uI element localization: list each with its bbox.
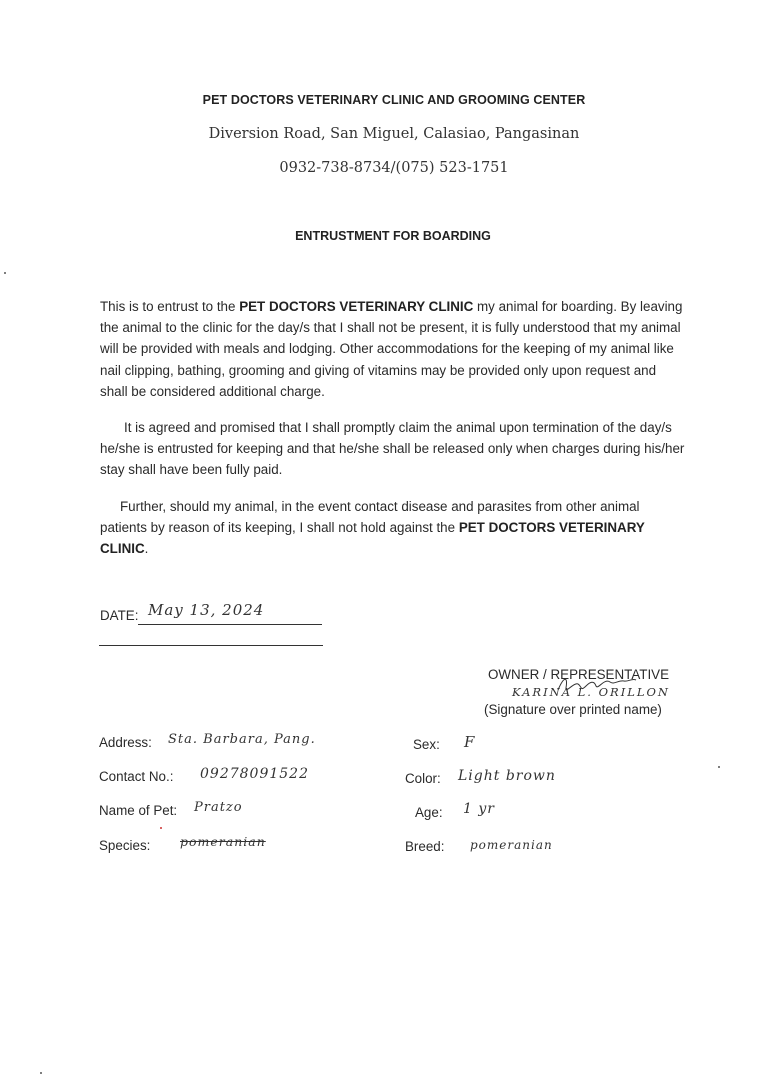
clinic-name: PET DOCTORS VETERINARY CLINIC AND GROOMING CENTER xyxy=(202,93,586,107)
owner-printed-name: KARINA L. ORILLON xyxy=(512,685,670,699)
owner-title: OWNER / REPRESENTATIVE xyxy=(488,667,670,682)
contact-label: Contact No.: xyxy=(99,769,174,784)
sex-value: F xyxy=(464,733,476,751)
contact-value: 09278091522 xyxy=(200,766,309,782)
age-label: Age: xyxy=(415,805,443,820)
owner-caption: (Signature over printed name) xyxy=(484,702,662,717)
clinic-address: Diversion Road, San Miguel, Calasiao, Pangasinan xyxy=(208,126,580,142)
scan-speck xyxy=(40,1072,42,1074)
pet-name-value: Pratzo xyxy=(194,800,243,815)
sex-label: Sex: xyxy=(413,737,440,752)
species-label: Species: xyxy=(99,838,151,853)
date-label: DATE: xyxy=(100,608,139,623)
date-underline xyxy=(138,624,322,625)
p1-clinic-name: PET DOCTORS VETERINARY CLINIC xyxy=(239,299,474,314)
p3-text-b: . xyxy=(144,541,149,557)
blank-underline xyxy=(99,645,323,646)
paragraph-agreement: It is agreed and promised that I shall promptly claim the animal upon termination of the day/s he/she is entrusted for keeping and that he/she shall be released only when charges during his/her stay shall have been fully paid. xyxy=(100,420,685,478)
breed-label: Breed: xyxy=(405,839,445,854)
age-value: 1 yr xyxy=(463,801,495,817)
paragraph-entrust xyxy=(100,296,686,402)
scan-speck xyxy=(4,272,6,274)
paragraph-liability xyxy=(100,496,686,560)
address-value: Sta. Barbara, Pang. xyxy=(168,732,316,747)
color-value: Light brown xyxy=(458,768,556,784)
p3-text-a: Further, should my animal, in the event contact disease and parasites from other animal patients by reason of its keeping, I shall not hold against the xyxy=(100,499,640,536)
clinic-phone: 0932-738-8734/(075) 523-1751 xyxy=(279,160,509,176)
scan-speck xyxy=(718,766,720,768)
species-value: pomeranian xyxy=(180,834,266,849)
color-label: Color: xyxy=(405,771,441,786)
p1-text-a: This is to entrust to the xyxy=(100,299,240,314)
breed-value: pomeranian xyxy=(470,838,553,852)
p3-clinic-name: PET DOCTORS VETERINARY CLINIC xyxy=(100,520,645,557)
p1-text-b: my animal for boarding. By leaving the animal to the clinic for the day/s that I shall not be present, it is fully understood that my animal will be provided with meals and lodging. Other accommodations for the keeping of my animal like nail clipping, bathing, grooming and giving of vitamins may be provided only upon request and shall be considered additional charge. xyxy=(100,299,683,399)
date-value: May 13, 2024 xyxy=(148,601,265,619)
scan-speck xyxy=(160,827,162,829)
address-label: Address: xyxy=(99,735,152,750)
form-title: ENTRUSTMENT FOR BOARDING xyxy=(295,229,491,243)
pet-name-label: Name of Pet: xyxy=(99,803,178,818)
